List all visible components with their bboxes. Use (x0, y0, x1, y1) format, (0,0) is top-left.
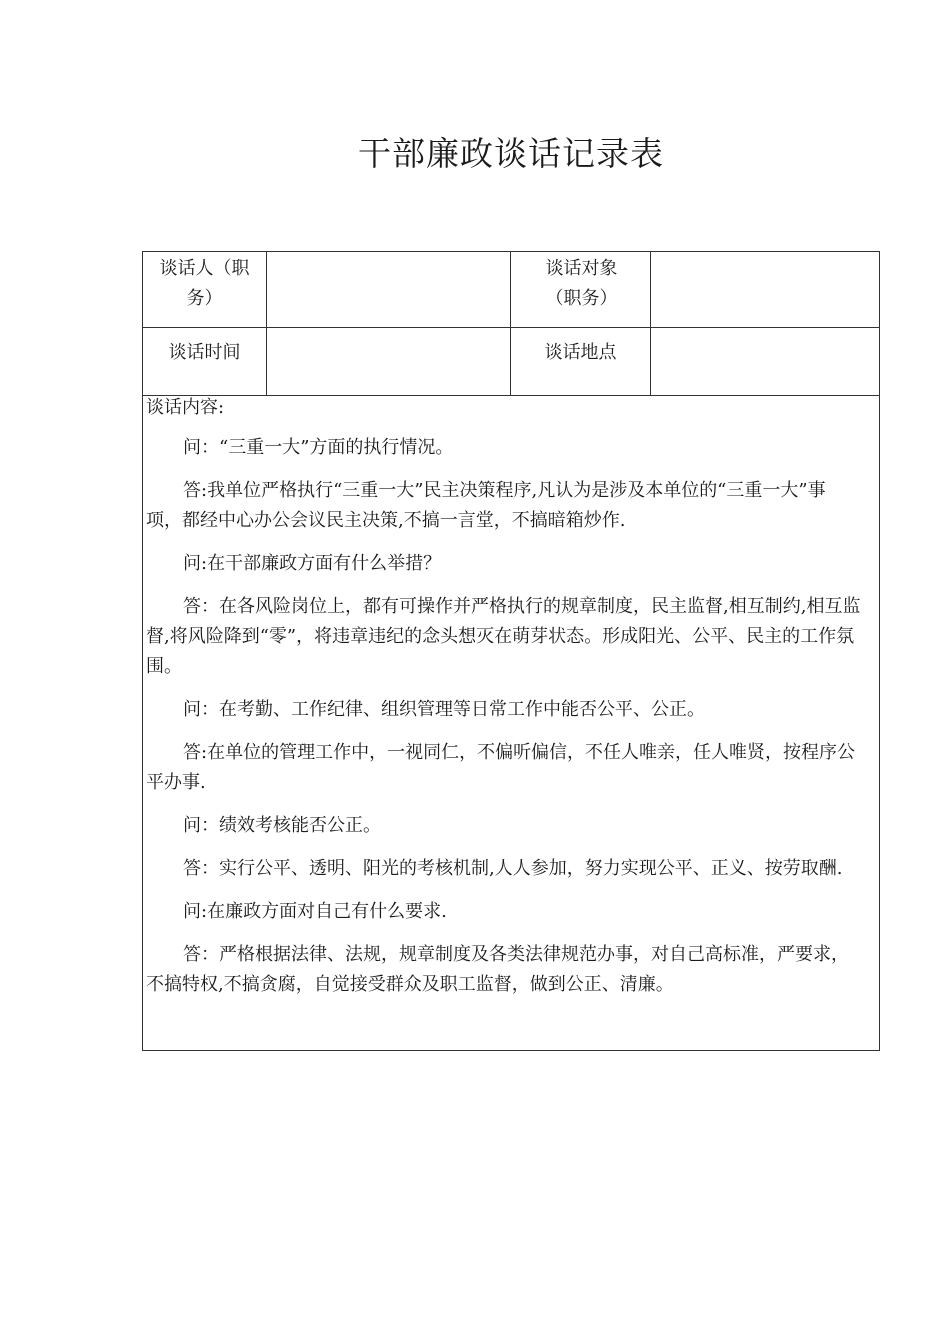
answer-paragraph: 答：在各风险岗位上，都有可操作并严格执行的规章制度，民主监督,相互制约,相互监督,将风险降到“零”，将违章违纪的念头想灭在萌芽状态。形成阳光、公平、民主的工作氛围。 (146, 596, 861, 677)
question-paragraph: 问:在廉政方面对自己有什么要求. (183, 901, 447, 922)
question-paragraph: 问:在干部廉政方面有什么举措？ (183, 553, 442, 574)
time-label-cell (143, 327, 267, 395)
form-row-time-place (143, 327, 879, 396)
answer-paragraph: 答:我单位严格执行“三重一大”民主决策程序,凡认为是涉及本单位的“三重一大”事项，都经中心办公会议民主决策,不搞一言堂，不搞暗箱炒作. (146, 480, 826, 531)
talker-label: 谈话人（职务） (159, 258, 250, 309)
place-label-cell (511, 327, 651, 395)
place-value (651, 327, 879, 338)
content-label: 谈话内容: (146, 397, 225, 418)
subject-value-cell[interactable] (651, 252, 879, 327)
talker-label-cell (143, 252, 267, 327)
subject-label-cell (511, 252, 651, 327)
answer-paragraph: 答:在单位的管理工作中，一视同仁，不偏听偏信，不任人唯亲，任人唯贤，按程序公平办事. (146, 742, 856, 793)
question-paragraph: 问：在考勤、工作纪律、组织管理等日常工作中能否公平、公正。 (183, 699, 705, 720)
time-value-cell[interactable] (267, 327, 511, 395)
answer-paragraph: 答：严格根据法律、法规，规章制度及各类法律规范办事，对自己高标准，严要求，不搞特权,不搞贪腐，自觉接受群众及职工监督，做到公正、清廉。 (146, 944, 849, 995)
place-label: 谈话地点 (544, 342, 617, 363)
subject-value (651, 252, 879, 254)
document-title: 干部廉政谈话记录表 (358, 134, 664, 173)
answer-paragraph: 答：实行公平、透明、阳光的考核机制,人人参加，努力实现公平、正义、按劳取酬. (183, 858, 843, 879)
subject-label: 谈话对象（职务） (545, 258, 618, 309)
talker-value-cell[interactable] (267, 252, 511, 327)
question-paragraph: 问：“三重一大”方面的执行情况。 (183, 437, 454, 458)
talker-value (267, 252, 510, 254)
content-section (143, 395, 879, 1050)
record-form (142, 251, 880, 1051)
question-paragraph: 问：绩效考核能否公正。 (183, 815, 381, 836)
time-value (267, 327, 510, 338)
form-row-people (143, 252, 879, 328)
place-value-cell[interactable] (651, 327, 879, 395)
time-label: 谈话时间 (168, 342, 241, 363)
